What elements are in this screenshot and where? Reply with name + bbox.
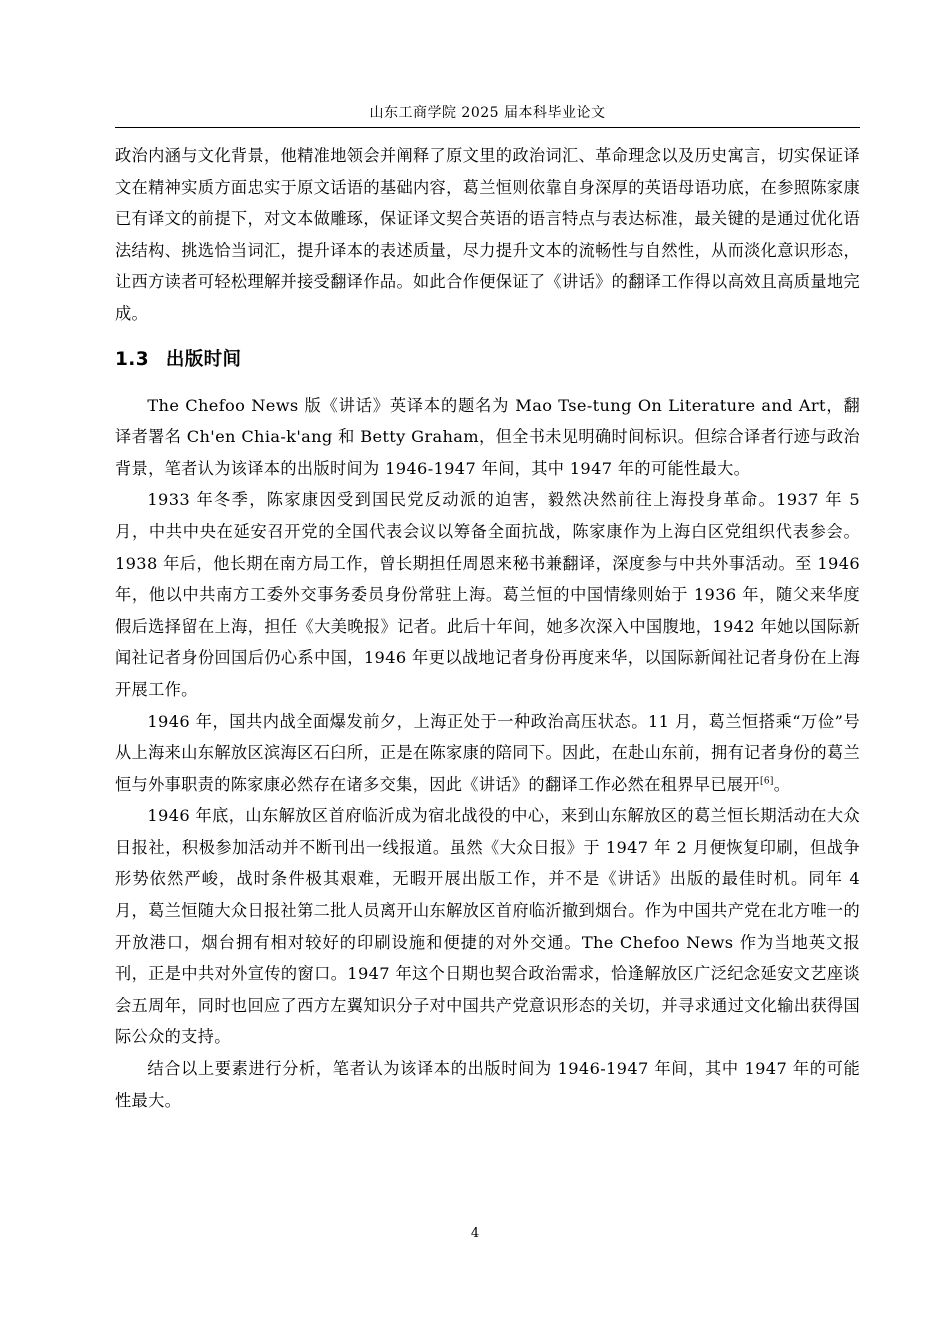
paragraph: 结合以上要素进行分析，笔者认为该译本的出版时间为 1946-1947 年间，其中 1947 年的可能性最大。 [115,1059,860,1110]
page-body [115,140,860,1116]
citation-marker: [6] [759,776,774,787]
section-title: 出版时间 [165,348,242,370]
running-header: 山东工商学院 2025 届本科毕业论文 [369,105,606,121]
section-number: 1.3 [115,348,149,370]
paragraph: 1946 年底，山东解放区首府临沂成为宿北战役的中心，来到山东解放区的葛兰恒长期活动在大众日报社，积极参加活动并不断刊出一线报道。虽然《大众日报》于 1947 年 2 月便恢复印刷，但战争形势依然严峻，战时条件极其艰难，无暇开展出版工作，并不是《讲话》出版的最佳时机。同年 4 月，葛兰恒随大众日报社第二批人员离开山东解放区首府临沂撤到烟台。作为中国共产党在北方唯一的开放港口，烟台拥有相对较好的印刷设施和便捷的对外交通。The Chefoo News 作为当地英文报刊，正是中共对外宣传的窗口。1947 年这个日期也契合政治需求，恰逢解放区广泛纪念延安文艺座谈会五周年，同时也回应了西方左翼知识分子对中国共产党意识形态的关切，并寻求通过文化输出获得国际公众的支持。 [115,806,860,1047]
header-rule [115,127,860,128]
page-number: 4 [470,1226,480,1241]
section-heading [115,344,860,376]
paragraph-continued: 政治内涵与文化背景，他精准地领会并阐释了原文里的政治词汇、革命理念以及历史寓言，切实保证译文在精神实质方面忠实于原文话语的基础内容，葛兰恒则依靠自身深厚的英语母语功底，在参照陈家康已有译文的前提下，对文本做雕琢，保证译文契合英语的语言特点与表达标准，最关键的是通过优化语法结构、挑选恰当词汇，提升译本的表述质量，尽力提升文本的流畅性与自然性，从而淡化意识形态，让西方读者可轻松理解并接受翻译作品。如此合作便保证了《讲话》的翻译工作得以高效且高质量地完成。 [115,146,860,323]
paragraph: The Chefoo News 版《讲话》英译本的题名为 Mao Tse-tung On Literature and Art，翻译者署名 Ch'en Chia-k'ang 和 Betty Graham，但全书未见明确时间标识。但综合译者行迹与政治背景，笔者认为该译本的出版时间为 1946-1947 年间，其中 1947 年的可能性最大。 [115,395,860,478]
paragraph-end: 。 [773,774,791,794]
paragraph: 1933 年冬季，陈家康因受到国民党反动派的迫害，毅然决然前往上海投身革命。1937 年 5 月，中共中央在延安召开党的全国代表会议以筹备全面抗战，陈家康作为上海白区党组织代表参会。1938 年后，他长期在南方局工作，曾长期担任周恩来秘书兼翻译，深度参与中共外事活动。至 1946 年，他以中共南方工委外交事务委员身份常驻上海。葛兰恒的中国情缘则始于 1936 年，随父来华度假后选择留在上海，担任《大美晚报》记者。此后十年间，她多次深入中国腹地，1942 年她以国际新闻社记者身份回国后仍心系中国，1946 年更以战地记者身份再度来华，以国际新闻社记者身份在上海开展工作。 [115,490,860,699]
paragraph-text: 1946 年，国共内战全面爆发前夕，上海正处于一种政治高压状态。11 月，葛兰恒搭乘“万俭”号从上海来山东解放区滨海区石臼所，正是在陈家康的陪同下。因此，在赴山东前，拥有记者身份的葛兰恒与外事职责的陈家康必然存在诸多交集，因此《讲话》的翻译工作必然在租界早已展开 [115,711,860,794]
paragraph-with-citation [115,706,860,801]
